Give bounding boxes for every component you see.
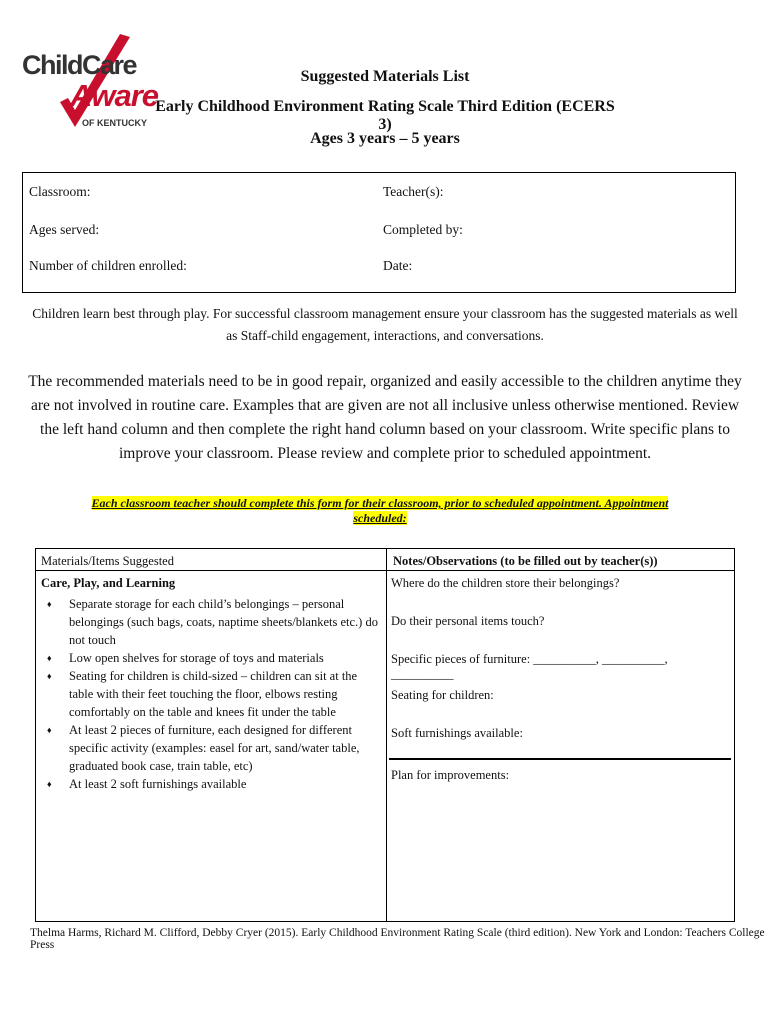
completed-by-field[interactable]: Completed by: [383, 222, 463, 237]
intro-text: Children learn best through play. For successful classroom management ensure your classroom has the suggested materials as well as Staff-child engagement, interactions, and conversations. [32, 306, 738, 343]
classroom-field[interactable]: Classroom: [29, 184, 91, 199]
ages-served-field[interactable]: Ages served: [29, 222, 100, 237]
question-seating[interactable]: Seating for children: [391, 688, 494, 702]
page-title: Suggested Materials List [300, 68, 470, 85]
plan-for-improvements[interactable]: Plan for improvements: [391, 768, 510, 782]
section-title: Care, Play, and Learning [41, 576, 176, 590]
logo-line-2: Aware [70, 78, 159, 113]
instructions-paragraph: The recommended materials need to be in good repair, organized and easily accessible to the children anytime they are not involved in routine care. Examples that are given are not all inclusive unless otherwise mentioned. Review the left hand column and then complete the right hand column based on your classroom. Write specific plans to improve your classroom. Please review and complete prior to scheduled appointment. [28, 373, 742, 462]
right-column-header: Notes/Observations (to be filled out by teacher(s)) [393, 554, 658, 568]
question-items-touch[interactable]: Do their personal items touch? [391, 614, 545, 628]
list-item: ♦ Low open shelves for storage of toys and materials [69, 649, 379, 667]
logo-line-1: ChildCare [22, 50, 137, 80]
age-range: Ages 3 years – 5 years [310, 130, 460, 147]
citation: Thelma Harms, Richard M. Clifford, Debby Cryer (2015). Early Childhood Environment Rating Scale (third edition). New York and London: Teachers College Press [30, 927, 765, 951]
left-column-header: Materials/Items Suggested [41, 554, 174, 568]
children-enrolled-field[interactable]: Number of children enrolled: [29, 258, 187, 273]
question-furniture[interactable]: Specific pieces of furniture: __________, __________, __________ [391, 652, 668, 681]
logo-line-3: OF KENTUCKY [82, 118, 147, 128]
section-divider [389, 758, 731, 760]
appointment-notice [80, 496, 680, 526]
question-soft-furnishings[interactable]: Soft furnishings available: [391, 726, 523, 740]
list-item: ♦ Separate storage for each child’s belongings – personal belongings (such bags, coats, naptime sheets/blankets etc.) do not touch [69, 595, 379, 649]
page-subtitle: Early Childhood Environment Rating Scale Third Edition (ECERS 3) [155, 98, 615, 133]
classroom-info-box [22, 172, 736, 293]
list-item: ♦ Seating for children is child-sized – children can sit at the table with their feet touching the floor, elbows resting comfortably on the table and knees fit under the table [69, 667, 379, 721]
list-item: ♦ At least 2 soft furnishings available [69, 775, 379, 793]
materials-list [41, 576, 379, 793]
date-field[interactable]: Date: [383, 258, 413, 273]
teachers-field[interactable]: Teacher(s): [383, 184, 444, 199]
question-storage[interactable]: Where do the children store their belongings? [391, 576, 620, 590]
list-item: ♦ At least 2 pieces of furniture, each designed for different specific activity (examples: easel for art, sand/water table, graduated book case, train table, etc) [69, 721, 379, 775]
materials-table [35, 548, 735, 922]
appointment-notice-text: Each classroom teacher should complete this form for their classroom, prior to scheduled appointment. Appointment scheduled: [91, 496, 669, 525]
childcare-aware-logo [20, 32, 159, 142]
